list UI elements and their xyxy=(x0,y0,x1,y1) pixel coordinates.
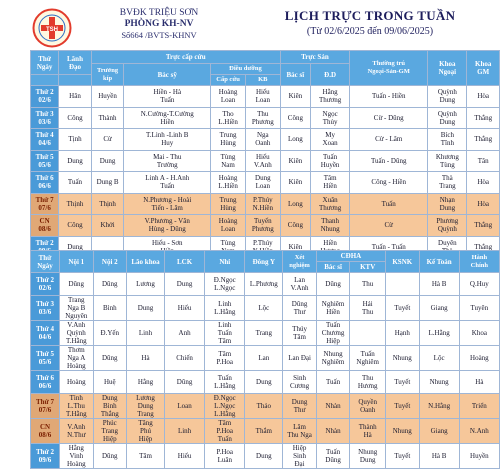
imaging-doctor-cell: Nhàn xyxy=(316,419,350,444)
document-number: Số664 /BVTS-KHNV xyxy=(121,30,197,40)
imaging-doctor-cell: Dũng xyxy=(316,273,350,296)
administration-cell: Hoàng xyxy=(459,346,499,371)
pediatrics-cell: Đ.Ngọc L.Ngọc xyxy=(205,273,245,296)
administration-cell: N.Anh xyxy=(459,419,499,444)
col-lab: Xét nghiệm xyxy=(283,251,317,273)
residency-cell: Cừ - Dũng xyxy=(350,107,428,129)
doctor-cell: Linh A - H.Anh Tuấn xyxy=(124,172,211,194)
col-surgery: Khoa Ngoại xyxy=(428,51,467,86)
surgery-cell: Duyên xyxy=(428,236,467,258)
lck-cell: Linh xyxy=(164,419,204,444)
geriatrics-cell: Tâm xyxy=(127,444,165,469)
imaging-technician-cell: Quyền Oanh xyxy=(350,394,386,419)
day-cell: Thứ 6 06/6 xyxy=(31,371,60,394)
col-day: Thứ Ngày xyxy=(31,51,59,75)
accounting-cell: Hà B xyxy=(419,444,459,469)
pediatrics-cell: Linh L.Hằng xyxy=(205,296,245,321)
administration-cell: Huyền xyxy=(459,444,499,469)
lck-cell: Dũng xyxy=(164,371,204,394)
er-nurse-cell: Hoàng L.Hiền xyxy=(211,172,246,194)
day-cell: Thứ 2 xyxy=(31,236,59,258)
doctor-cell: Hiền - Hà Tuấn xyxy=(124,86,211,108)
traditional-medicine-cell: Lộc xyxy=(245,296,283,321)
infection-control-cell: Nhung xyxy=(386,346,420,371)
midwife-cell: Ngọc Thủy xyxy=(311,107,350,129)
emergency-duty-table xyxy=(30,50,500,258)
internal-2-cell: Dũng xyxy=(93,444,127,469)
surgery-cell: Nhạn Dung xyxy=(428,193,467,215)
infection-control-cell: Tuyết xyxy=(386,296,420,321)
imaging-technician-cell xyxy=(350,321,386,346)
imaging-technician-cell: Nhung Dung xyxy=(350,444,386,469)
table-row xyxy=(31,296,500,321)
residency-cell: Tuấn xyxy=(350,193,428,215)
traditional-medicine-cell: Lan xyxy=(245,346,283,371)
internal-1-cell: V.Anh N.Thư xyxy=(60,419,94,444)
table-row xyxy=(31,346,500,371)
geriatrics-cell: Lương xyxy=(127,273,165,296)
col-kb: KB xyxy=(245,75,280,86)
traditional-medicine-cell: Dung xyxy=(245,371,283,394)
gm-cell: Hòa xyxy=(467,86,500,108)
ob-doctor-cell: Long xyxy=(280,193,310,215)
accounting-cell: N.Hằng xyxy=(419,394,459,419)
doctor-cell: N.Phương - Hoài Tiến - Lâm xyxy=(124,193,211,215)
table-row xyxy=(31,215,500,237)
imaging-doctor-cell: Tuấn xyxy=(316,371,350,394)
col-traditional-medicine: Đông Y xyxy=(245,251,283,273)
col-geriatrics: Lão khoa xyxy=(127,251,165,273)
col-ob-doctor: Bác sĩ xyxy=(280,64,310,86)
imaging-doctor-cell: Nhung Nghiêm xyxy=(316,346,350,371)
leader-cell: Công xyxy=(59,215,92,237)
table-row xyxy=(31,394,500,419)
table-row xyxy=(31,107,500,129)
col-emergency-group: Trực cấp cứu xyxy=(91,51,280,64)
geriatrics-cell: Tăng Phú Hiệp xyxy=(127,419,165,444)
traditional-medicine-cell: Thảo xyxy=(245,394,283,419)
pediatrics-cell: Đ.Ngọc L.Ngọc L.Hằng xyxy=(205,394,245,419)
col-obstetrics-group: Trực Sản xyxy=(280,51,349,64)
accounting-cell: Nhung xyxy=(419,371,459,394)
doctor-cell: Mai - Thu Trường xyxy=(124,150,211,172)
imaging-technician-cell: Hải Thu xyxy=(350,296,386,321)
residency-cell: Cừ - Lâm xyxy=(350,129,428,151)
day-cell: Thứ 4 04/6 xyxy=(31,321,60,346)
pediatrics-cell: Tâm P.Hoa Tuấn xyxy=(205,419,245,444)
traditional-medicine-cell: L.Phương xyxy=(245,273,283,296)
surgery-cell: Quỳnh Dung xyxy=(428,86,467,108)
lab-cell: Dung Thư xyxy=(283,394,317,419)
leader-cell: Tuấn xyxy=(59,172,92,194)
internal-2-cell: Dũng xyxy=(93,273,127,296)
internal-1-cell: V.Anh Quỳnh T.Hằng xyxy=(60,321,94,346)
ob-doctor-cell: Kiên xyxy=(280,236,310,258)
organization-block xyxy=(84,8,234,41)
leader-cell: Công xyxy=(59,107,92,129)
table-row xyxy=(31,193,500,215)
surgery-cell: Khương Tùng xyxy=(428,150,467,172)
doctor-cell: Hiếu - Sơn xyxy=(124,236,211,258)
table-row xyxy=(31,150,500,172)
pediatrics-cell: Tâm P.Hoa xyxy=(205,346,245,371)
day-cell: Thứ 2 02/6 xyxy=(31,86,59,108)
kb-nurse-cell: Tuyến Phương xyxy=(245,215,280,237)
col-gm: Khoa GM xyxy=(467,51,500,86)
lab-cell: Thúy Tâm xyxy=(283,321,317,346)
table-row xyxy=(31,321,500,346)
duty-lead-cell: Thành xyxy=(91,107,124,129)
imaging-technician-cell: Thành Hà xyxy=(350,419,386,444)
leader-cell: Hân xyxy=(59,86,92,108)
midwife-cell: My Xoan xyxy=(311,129,350,151)
day-cell: Thứ 2 09/6 xyxy=(31,444,60,469)
day-cell: CN 08/6 xyxy=(31,419,60,444)
kb-nurse-cell: P.Thúy xyxy=(245,236,280,258)
administration-cell: Tuyên xyxy=(459,296,499,321)
er-nurse-cell: Tho L.Hiền xyxy=(211,107,246,129)
ob-doctor-cell: Công xyxy=(280,215,310,237)
surgery-cell: Thà Trang xyxy=(428,172,467,194)
duty-lead-cell: Cừ xyxy=(91,129,124,151)
internal-1-cell: Hoàng xyxy=(60,371,94,394)
department-name: PHÒNG KH-NV xyxy=(124,19,194,29)
infection-control-cell: Nhung xyxy=(386,419,420,444)
infection-control-cell: Hạnh xyxy=(386,321,420,346)
imaging-doctor-cell: Tuấn Dũng xyxy=(316,444,350,469)
geriatrics-cell: Hằng xyxy=(127,371,165,394)
kb-nurse-cell: Nga Oanh xyxy=(245,129,280,151)
imaging-technician-cell: Thu Hương xyxy=(350,371,386,394)
accounting-cell: Giang xyxy=(419,419,459,444)
geriatrics-cell: Dung xyxy=(127,296,165,321)
table-row xyxy=(31,129,500,151)
svg-text:TSH: TSH xyxy=(46,27,58,33)
lck-cell: Loan xyxy=(164,394,204,419)
table-row xyxy=(31,419,500,444)
lck-cell: Hiếu xyxy=(164,296,204,321)
col-accounting: Kế Toán xyxy=(419,251,459,273)
accounting-cell: Hà B xyxy=(419,273,459,296)
gm-cell: Thắng xyxy=(467,215,500,237)
internal-2-cell: Đ.Yến xyxy=(93,321,127,346)
day-cell: Thứ 3 03/6 xyxy=(31,296,60,321)
ob-doctor-cell: Kiên xyxy=(280,172,310,194)
infection-control-cell: Tuyết xyxy=(386,394,420,419)
internal-2-cell: Phúc Trang Hiệp xyxy=(93,419,127,444)
table-row xyxy=(31,86,500,108)
col-leader: Lãnh Đạo xyxy=(59,51,92,75)
gm-cell: Hòa xyxy=(467,193,500,215)
gm-cell: Thắng xyxy=(467,107,500,129)
accounting-cell: L.Hằng xyxy=(419,321,459,346)
col-nursing-group: Điều dưỡng xyxy=(211,64,280,75)
lab-cell: Dũng Thư xyxy=(283,296,317,321)
lab-cell: Hiệp Sinh Đại xyxy=(283,444,317,469)
ob-doctor-cell: Long xyxy=(280,129,310,151)
leader-cell: Tịnh xyxy=(59,129,92,151)
gm-cell: Hòa xyxy=(467,172,500,194)
imaging-doctor-cell: Nhàn xyxy=(316,394,350,419)
doctor-cell: T.Linh -Linh B Huy xyxy=(124,129,211,151)
residency-cell: Tuấn - Tuấn xyxy=(350,236,428,258)
infection-control-cell xyxy=(386,273,420,296)
kb-nurse-cell: P.Thúy N.Hiền xyxy=(245,193,280,215)
col-internal-1: Nội 1 xyxy=(60,251,94,273)
er-nurse-cell: Hoàng Loan xyxy=(211,86,246,108)
col-infection-control: KSNK xyxy=(386,251,420,273)
day-cell: Thứ 7 07/6 xyxy=(31,193,59,215)
gm-cell: Tân xyxy=(467,150,500,172)
residency-cell: Cừ xyxy=(350,215,428,237)
infection-control-cell: Tuyết xyxy=(386,371,420,394)
accounting-cell: Lộc xyxy=(419,346,459,371)
traditional-medicine-cell: Thắm xyxy=(245,419,283,444)
imaging-doctor-cell: Nghiêm Hiền xyxy=(316,296,350,321)
midwife-cell: Tâm Hiền xyxy=(311,172,350,194)
internal-1-cell: Hằng Vinh Hoàng xyxy=(60,444,94,469)
internal-1-cell: Tình L.Thu T.Hằng xyxy=(60,394,94,419)
internal-1-cell: Dũng xyxy=(60,273,94,296)
col-er-nurse: Cấp cứu xyxy=(211,75,246,86)
administration-cell: Q.Huy xyxy=(459,273,499,296)
kb-nurse-cell: Thu Phương xyxy=(245,107,280,129)
gm-cell: Thắng xyxy=(467,236,500,258)
duty-lead-cell: Dung xyxy=(91,150,124,172)
internal-2-cell: Huệ xyxy=(93,371,127,394)
doctor-cell: N.Cường-T.Cường Hiền xyxy=(124,107,211,129)
administration-cell: Triển xyxy=(459,394,499,419)
lab-cell: Lâm Thu Nga xyxy=(283,419,317,444)
kb-nurse-cell: Dung Loan xyxy=(245,172,280,194)
leader-cell: Thịnh xyxy=(59,193,92,215)
er-nurse-cell: Trung Hùng xyxy=(211,129,246,151)
col-day: Thứ Ngày xyxy=(31,251,60,273)
table-row xyxy=(31,371,500,394)
day-cell: Thứ 3 03/6 xyxy=(31,107,59,129)
residency-cell: Công - Hiền xyxy=(350,172,428,194)
day-cell: Thứ 5 05/6 xyxy=(31,150,59,172)
day-cell: Thứ 5 05/6 xyxy=(31,346,60,371)
gm-cell: Thắng xyxy=(467,129,500,151)
surgery-cell: Phương Quỳnh xyxy=(428,215,467,237)
col-administration: Hành Chính xyxy=(459,251,499,273)
imaging-technician-cell: Tuấn Nghiêm xyxy=(350,346,386,371)
internal-2-cell: Dũng xyxy=(93,346,127,371)
col-internal-2: Nội 2 xyxy=(93,251,127,273)
col-residency: Thường trú Ngoại-Sản-GM xyxy=(350,51,428,86)
lck-cell: Anh xyxy=(164,321,204,346)
internal-2-cell: Dung Bình Thắng xyxy=(93,394,127,419)
pediatrics-cell: Linh Tuấn Tâm xyxy=(205,321,245,346)
accounting-cell: Giang xyxy=(419,296,459,321)
surgery-cell: Bích Tĩnh xyxy=(428,129,467,151)
page-title: LỊCH TRỰC TRONG TUẦN xyxy=(284,8,456,23)
internal-1-cell: Thơm Nga A Hoàng xyxy=(60,346,94,371)
ob-doctor-cell: Kiên xyxy=(280,86,310,108)
geriatrics-cell: Linh xyxy=(127,321,165,346)
infection-control-cell: Tuyết xyxy=(386,444,420,469)
imaging-doctor-cell: Tuấn Chương Hiệp xyxy=(316,321,350,346)
col-doctor: Bác sỹ xyxy=(124,64,211,86)
department-duty-table xyxy=(30,250,500,469)
day-cell: Thứ 7 07/6 xyxy=(31,394,60,419)
leader-cell: Dung xyxy=(59,150,92,172)
administration-cell: Khoa xyxy=(459,321,499,346)
geriatrics-cell: Lương Dung Trang xyxy=(127,394,165,419)
ob-doctor-cell: Kiên xyxy=(280,150,310,172)
lck-cell: Chiến xyxy=(164,346,204,371)
date-range: (Từ 02/6/2025 đến 09/06/2025) xyxy=(306,26,434,37)
er-nurse-cell: Trung Hùng xyxy=(211,193,246,215)
imaging-technician-cell: Thu xyxy=(350,273,386,296)
midwife-cell: Xuân Thương xyxy=(311,193,350,215)
internal-2-cell: Bình xyxy=(93,296,127,321)
duty-lead-cell: Khởi xyxy=(91,215,124,237)
duty-lead-cell: Dung B xyxy=(91,172,124,194)
midwife-cell: Hiền xyxy=(311,236,350,258)
residency-cell: Tuấn - Hiền xyxy=(350,86,428,108)
pediatrics-cell: P.Hoa Luân xyxy=(205,444,245,469)
lab-cell: Lan V.Anh xyxy=(283,273,317,296)
day-cell: CN 08/6 xyxy=(31,215,59,237)
table-row xyxy=(31,444,500,469)
surgery-cell: Quỳnh Dung xyxy=(428,107,467,129)
kb-nurse-cell: Hiếu V.Anh xyxy=(245,150,280,172)
col-midwife: Đ.D xyxy=(311,64,350,86)
col-imaging-group: CĐHA xyxy=(316,251,385,262)
col-imaging-doctor: Bác sĩ xyxy=(316,262,350,273)
table-row xyxy=(31,273,500,296)
er-nurse-cell: Tùng Nam xyxy=(211,150,246,172)
col-pediatrics: Nhi xyxy=(205,251,245,273)
lab-cell: Lan Đại xyxy=(283,346,317,371)
lck-cell: Hiếu xyxy=(164,444,204,469)
traditional-medicine-cell: Dung xyxy=(245,444,283,469)
duty-lead-cell: Thịnh xyxy=(91,193,124,215)
day-cell: Thứ 4 04/6 xyxy=(31,129,59,151)
lck-cell: Dung xyxy=(164,273,204,296)
residency-cell: Tuấn - Dũng xyxy=(350,150,428,172)
kb-nurse-cell: Hiếu Loan xyxy=(245,86,280,108)
col-lck: LCK xyxy=(164,251,204,273)
pediatrics-cell: Tuấn L.Hằng xyxy=(205,371,245,394)
leader-cell: Dung xyxy=(59,236,92,258)
midwife-cell: Tuấn Huyền xyxy=(311,150,350,172)
day-cell: Thứ 6 06/6 xyxy=(31,172,59,194)
midwife-cell: Hằng Thương xyxy=(311,86,350,108)
hospital-logo-icon xyxy=(32,8,72,48)
geriatrics-cell: Hà xyxy=(127,346,165,371)
table-row xyxy=(31,172,500,194)
er-nurse-cell: Hoàng Loan xyxy=(211,215,246,237)
col-duty-lead: Trưởng kíp xyxy=(91,64,124,86)
er-nurse-cell: Tùng xyxy=(211,236,246,258)
traditional-medicine-cell: Trang xyxy=(245,321,283,346)
duty-lead-cell: Huyền xyxy=(91,86,124,108)
internal-1-cell: Trang Nga B Nguyên xyxy=(60,296,94,321)
doctor-cell: V.Phương - Văn Hùng - Dũng xyxy=(124,215,211,237)
title-block xyxy=(250,8,490,37)
lab-cell: Sinh Cương xyxy=(283,371,317,394)
org-name: BVĐK TRIỆU SƠN xyxy=(119,8,199,18)
midwife-cell: Thanh Nhung xyxy=(311,215,350,237)
administration-cell: Hà xyxy=(459,371,499,394)
col-imaging-technician: KTV xyxy=(350,262,386,273)
ob-doctor-cell: Công xyxy=(280,107,310,129)
day-cell: Thứ 2 02/6 xyxy=(31,273,60,296)
